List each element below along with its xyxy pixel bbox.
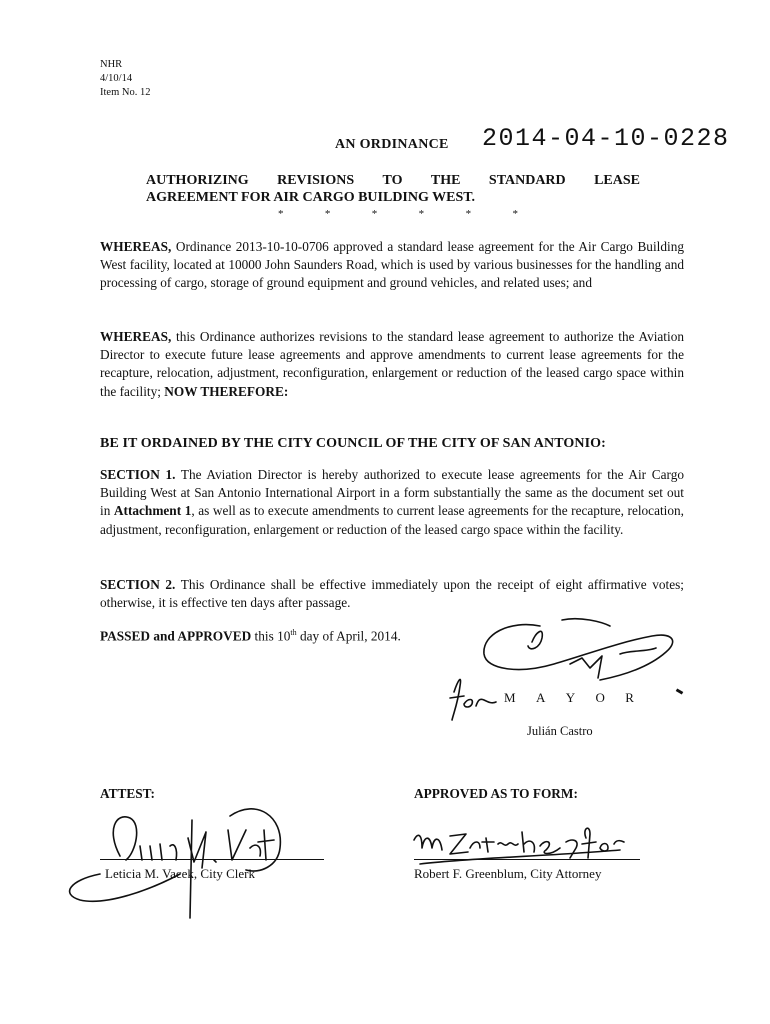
- day-suffix: th: [290, 628, 297, 637]
- star-separator: [278, 208, 518, 220]
- title-word: TO: [382, 173, 403, 188]
- star: *: [278, 208, 284, 220]
- approved-as-to-form-label: APPROVED AS TO FORM:: [414, 786, 578, 801]
- section-1-text-b: , as well as to execute amendments to current lease agreements for the recapture, relocation, adjustment, reconfiguration, enlargement or reduction of the leased cargo space within the facility.: [100, 503, 684, 537]
- passed-text-a: this 10: [251, 628, 291, 644]
- attachment-reference: Attachment 1: [113, 503, 192, 519]
- title-word: AUTHORIZING: [146, 173, 249, 188]
- clerk-signature-line: [100, 859, 324, 860]
- ordinance-number: 2014-04-10-0228: [482, 124, 730, 153]
- mayor-letter: M: [504, 690, 516, 705]
- star: *: [371, 208, 378, 220]
- title-line-2: AGREEMENT FOR AIR CARGO BUILDING WEST.: [146, 190, 476, 205]
- title-word: REVISIONS: [277, 173, 355, 188]
- mayor-letter: A: [535, 690, 546, 705]
- passed-text-b: day of April, 2014.: [296, 628, 401, 644]
- title-word: LEASE: [594, 173, 640, 188]
- attorney-signature-line: [414, 859, 640, 860]
- section-1-lead: SECTION 1.: [100, 467, 176, 482]
- ordinance-title: [146, 172, 640, 206]
- whereas-paragraph-2: [100, 328, 684, 401]
- section-2: [100, 576, 684, 612]
- header-item-number: Item No. 12: [100, 87, 151, 98]
- header-initials: NHR: [100, 59, 123, 70]
- city-clerk-signature: [60, 790, 300, 920]
- mayor-title: [504, 690, 634, 706]
- mayor-letter: O: [595, 690, 605, 705]
- passed-approved-line: [100, 628, 401, 644]
- title-word: STANDARD: [488, 173, 566, 188]
- section-1: [100, 466, 684, 539]
- header-date: 4/10/14: [100, 73, 133, 84]
- star: *: [324, 208, 331, 220]
- whereas-text: this Ordinance authorizes revisions to the standard lease agreement to authorize the Aviation Director to execute future lease agreements and approve amendments to current lease agreements for the recapture, relocation, adjustment, reconfiguration, enlargement or reduction of the leased cargo space within the facility;: [100, 329, 684, 399]
- star: *: [512, 208, 518, 220]
- section-2-lead: SECTION 2.: [100, 577, 176, 592]
- whereas-text: Ordinance 2013-10-10-0706 approved a standard lease agreement for the Air Cargo Building West facility, located at 10000 John Saunders Road, which is used by various businesses for the handling and processing of cargo, storage of ground equipment and ground vehicles, and related uses; and: [100, 239, 684, 291]
- city-clerk-name: Leticia M. Vacek, City Clerk: [105, 866, 255, 881]
- whereas-lead: WHEREAS,: [100, 239, 172, 254]
- ordained-heading: BE IT ORDAINED BY THE CITY COUNCIL OF THE CITY OF SAN ANTONIO:: [100, 436, 606, 451]
- section-1-text-a: The Aviation Director is hereby authorized to execute lease agreements for the Air Cargo Building West at San Antonio International Airport in a form substantially the same as the document set out in: [100, 467, 684, 519]
- mayor-letter: Y: [565, 690, 576, 705]
- now-therefore: NOW THEREFORE:: [164, 383, 289, 399]
- mayor-letter: R: [625, 690, 634, 705]
- attest-label: ATTEST:: [100, 786, 155, 801]
- ordinance-label: AN ORDINANCE: [335, 137, 449, 152]
- title-line-1: [146, 172, 640, 189]
- star: *: [465, 208, 472, 220]
- title-word: THE: [430, 173, 461, 188]
- whereas-lead: WHEREAS,: [100, 329, 172, 344]
- section-2-text: This Ordinance shall be effective immediately upon the receipt of eight affirmative votes; otherwise, it is effective ten days after passage.: [100, 577, 685, 611]
- city-attorney-name: Robert F. Greenblum, City Attorney: [414, 866, 602, 881]
- document-header: [100, 58, 150, 100]
- city-attorney-signature: [410, 818, 640, 898]
- star: *: [418, 208, 425, 220]
- mayor-name: Julián Castro: [527, 724, 593, 738]
- whereas-paragraph-1: [100, 238, 684, 293]
- passed-lead: PASSED and APPROVED: [100, 628, 252, 644]
